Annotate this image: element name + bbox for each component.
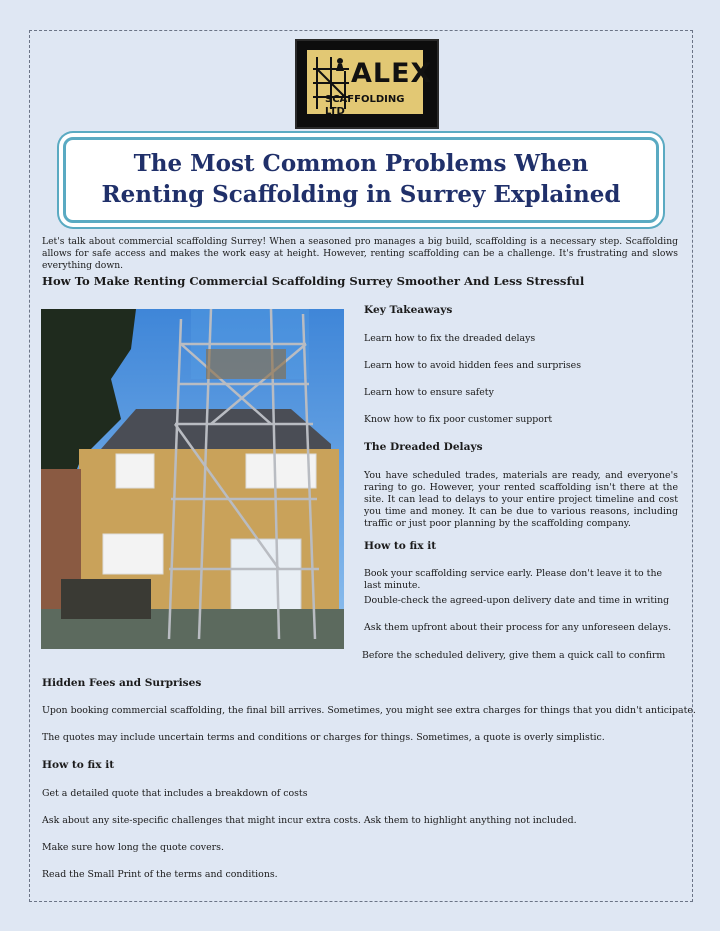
key-takeaways-heading: Key Takeaways [364, 304, 453, 316]
title-banner [63, 137, 659, 223]
fix-it-heading: How to fix it [364, 540, 437, 552]
fix-it-item: Book your scaffolding service early. Please don't leave it to the last minute. [364, 568, 663, 591]
takeaway-item: Know how to fix poor customer support [364, 414, 553, 425]
intro-paragraph: Let's talk about commercial scaffolding Surrey! When a seasoned pro manages a big build, scaffolding is a necessary step. Scaffolding allows for safe access and makes the work easy at height. However, renting scaffolding can be a challenge. It's frustrating and slows everything down. [42, 236, 678, 271]
hidden-fees-paragraph: Upon booking commercial scaffolding, the final bill arrives. Sometimes, you might see extra charges for things that you didn't anticipate. [42, 705, 696, 716]
logo-brand-text: ALEX [351, 58, 433, 89]
logo-sub-text: SCAFFOLDING LTD [325, 94, 405, 117]
hidden-fees-heading: Hidden Fees and Surprises [42, 677, 202, 689]
scaffolding-house-photo [41, 309, 344, 649]
fix-it-item: Read the Small Print of the terms and conditions. [42, 869, 278, 880]
fix-it-heading-2: How to fix it [42, 759, 115, 771]
fix-it-item: Ask them upfront about their process for any unforeseen delays. [364, 622, 672, 633]
fix-it-item: Double-check the agreed-upon delivery date and time in writing [364, 595, 670, 606]
fix-it-item: Ask about any site-specific challenges that might incur extra costs. Ask them to highlight anything not included. [42, 815, 577, 826]
delays-paragraph: You have scheduled trades, materials are ready, and everyone's raring to go. However, your rented scaffolding isn't there at the site. It can lead to delays to your entire project timeline and cost you time and money. It can be due to various reasons, including traffic or just poor planning by the scaffolding company. [364, 470, 678, 529]
takeaway-item: Learn how to ensure safety [364, 387, 494, 398]
logo-plate [307, 50, 433, 117]
section-heading: How To Make Renting Commercial Scaffolding Surrey Smoother And Less Stressful [42, 274, 585, 288]
fix-it-item: Before the scheduled delivery, give them a quick call to confirm [362, 650, 666, 661]
fix-it-item: Make sure how long the quote covers. [42, 842, 224, 853]
delays-heading: The Dreaded Delays [364, 441, 483, 453]
takeaway-item: Learn how to fix the dreaded delays [364, 333, 536, 344]
page-title: The Most Common Problems When Renting Scaffolding in Surrey Explained [101, 150, 621, 208]
takeaway-item: Learn how to avoid hidden fees and surprises [364, 360, 582, 371]
hidden-fees-paragraph: The quotes may include uncertain terms and conditions or charges for things. Sometimes, a quote is overly simplistic. [42, 732, 605, 743]
fix-it-item: Get a detailed quote that includes a breakdown of costs [42, 788, 308, 799]
company-logo [295, 39, 439, 129]
